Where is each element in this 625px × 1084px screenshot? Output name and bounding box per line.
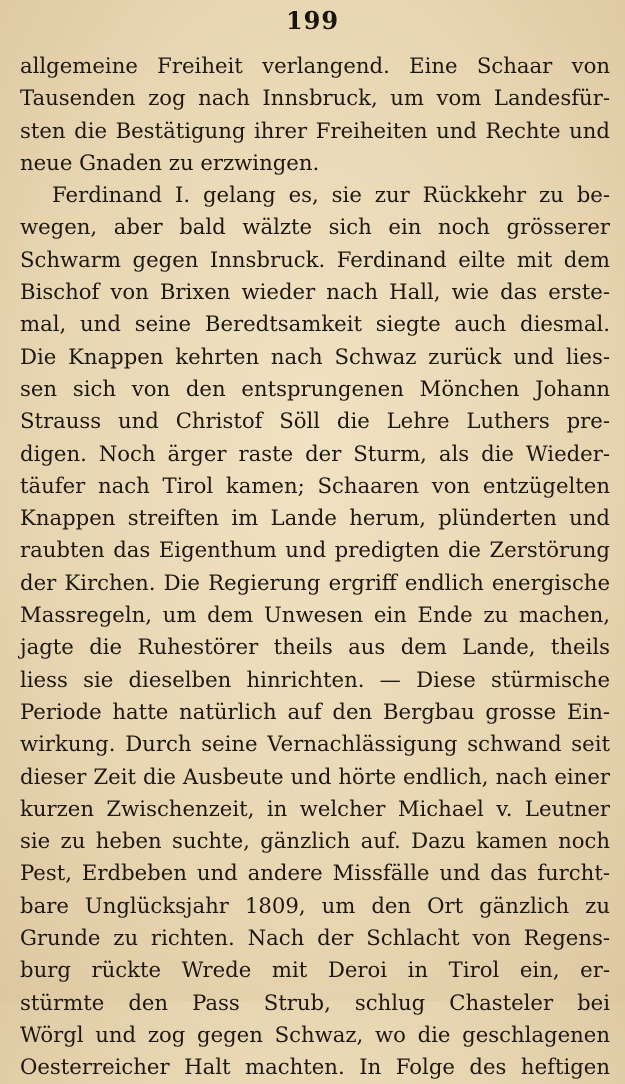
text-line: jagte die Ruhestörer theils aus dem Lande, theils: [20, 634, 610, 660]
text-line: sie zu heben suchte, gänzlich auf. Dazu kamen noch: [20, 828, 610, 854]
text-line: sten die Bestätigung ihrer Freiheiten und Rechte und: [20, 117, 610, 143]
text-line: Massregeln, um dem Unwesen ein Ende zu machen,: [20, 602, 610, 628]
text-line: stürmte den Pass Strub, schlug Chasteler bei: [20, 989, 610, 1015]
text-line: Pest, Erdbeben und andere Missfälle und das furcht-: [20, 860, 610, 886]
text-line: bare Unglücksjahr 1809, um den Ort gänzlich zu: [20, 892, 610, 918]
text-line: kurzen Zwischenzeit, in welcher Michael v. Leutner: [20, 795, 610, 821]
text-line: Grunde zu richten. Nach der Schlacht von Regens-: [20, 925, 610, 951]
text-line: wirkung. Durch seine Vernachlässigung schwand seit: [20, 731, 610, 757]
text-line: Ferdinand I. gelang es, sie zur Rückkehr zu be-: [52, 182, 610, 208]
page-number: 199: [285, 6, 340, 35]
text-line: Knappen streiften im Lande herum, plünderten und: [20, 505, 610, 531]
text-line: neue Gnaden zu erzwingen.: [20, 149, 320, 175]
text-line: Tausenden zog nach Innsbruck, um vom Landesfür-: [20, 85, 610, 111]
text-line: Oesterreicher Halt machten. In Folge des heftigen: [20, 1054, 610, 1080]
text-line: der Kirchen. Die Regierung ergriff endlich energische: [20, 569, 610, 595]
text-line: täufer nach Tirol kamen; Schaaren von entzügelten: [20, 472, 610, 498]
text-line: mal, und seine Beredtsamkeit siegte auch diesmal.: [20, 311, 610, 337]
text-line: burg rückte Wrede mit Deroi in Tirol ein, er-: [20, 957, 610, 983]
text-line: sen sich von den entsprungenen Mönchen Johann: [20, 375, 610, 401]
text-line: dieser Zeit die Ausbeute und hörte endlich, nach einer: [20, 763, 610, 789]
text-line: raubten das Eigenthum und predigten die Zerstörung: [20, 537, 610, 563]
text-line: Wörgl und zog gegen Schwaz, wo die geschlagenen: [20, 1021, 610, 1047]
text-line: Bischof von Brixen wieder nach Hall, wie das erste-: [20, 279, 610, 305]
text-line: Strauss und Christof Söll die Lehre Luthers pre-: [20, 408, 610, 434]
text-line: digen. Noch ärger raste der Sturm, als die Wieder-: [20, 440, 610, 466]
text-line: Schwarm gegen Innsbruck. Ferdinand eilte mit dem: [20, 246, 610, 272]
text-line: Periode hatte natürlich auf den Bergbau grosse Ein-: [20, 698, 610, 724]
text-line: liess sie dieselben hinrichten. — Diese stürmische: [20, 666, 610, 692]
text-line: Die Knappen kehrten nach Schwaz zurück und lies-: [20, 343, 610, 369]
body-text: [20, 50, 610, 1084]
text-line: allgemeine Freiheit verlangend. Eine Schaar von: [20, 53, 610, 78]
text-line: wegen, aber bald wälzte sich ein noch grösserer: [20, 214, 610, 240]
